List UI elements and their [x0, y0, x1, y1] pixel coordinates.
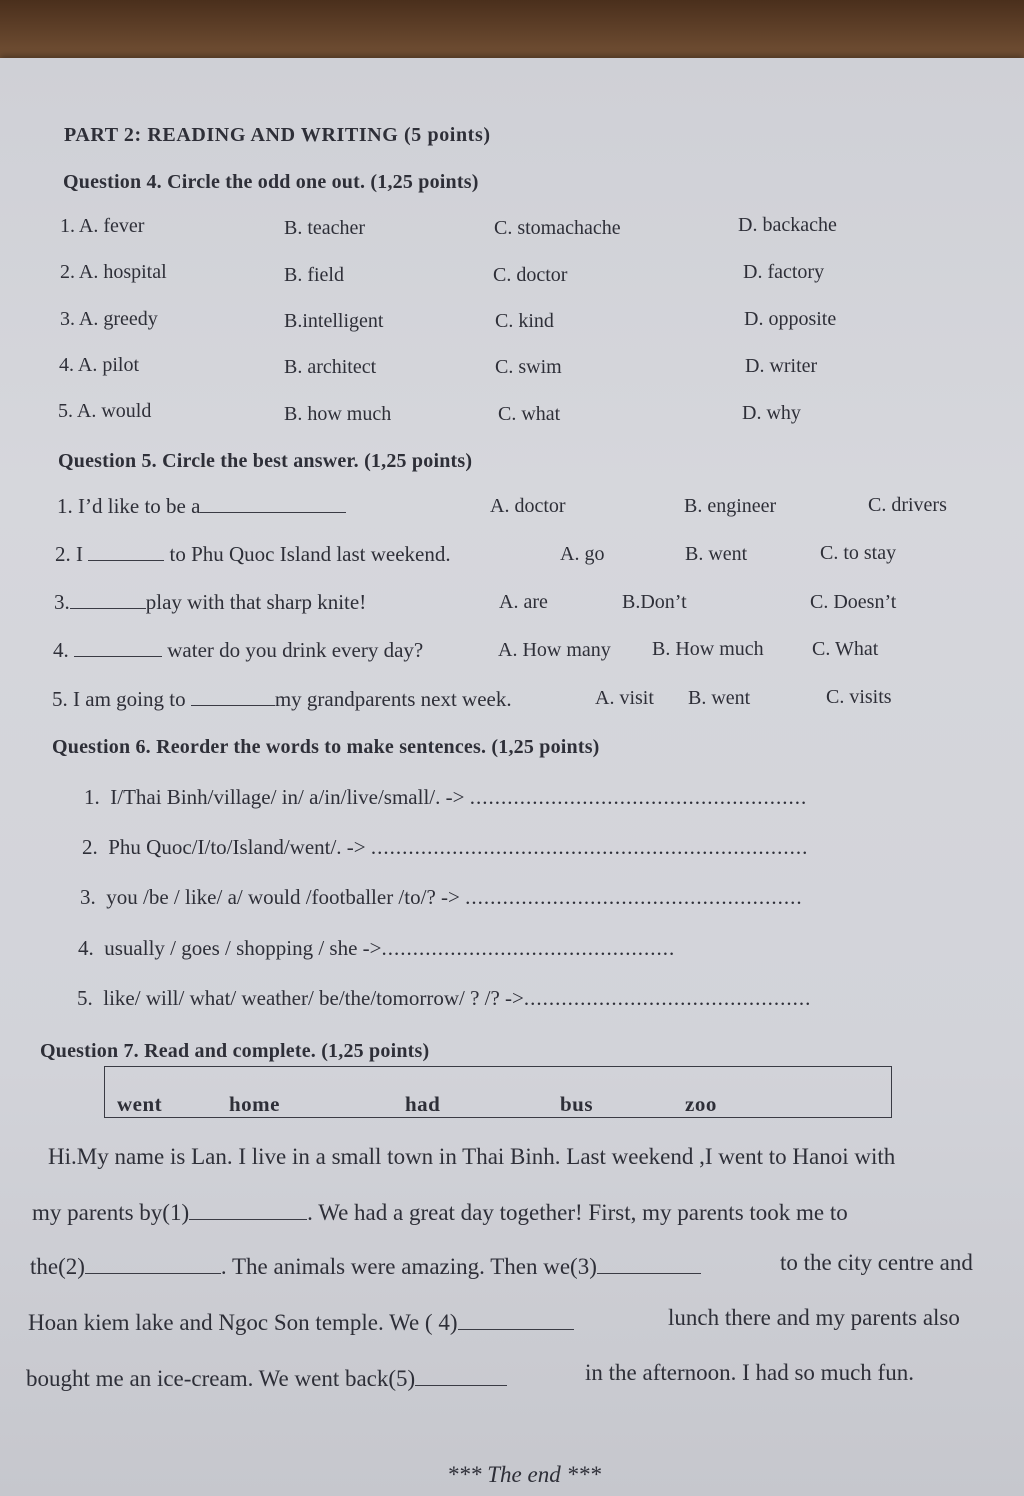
q4-row4-option-b: B. architect [284, 356, 377, 378]
q4-row3-option-c: C. kind [495, 310, 554, 332]
part-title: PART 2: READING AND WRITING (5 points) [64, 124, 491, 146]
q6-item4-answer-line[interactable]: ............................................... [381, 936, 676, 960]
q6-item5-words: like/ will/ what/ weather/ be/the/tomorrow/ ? /? -> [103, 986, 524, 1010]
q5-item3-option-a: A. are [499, 591, 548, 613]
word-bank-box [104, 1066, 892, 1118]
passage-line-2 [32, 1200, 848, 1226]
question-7-title: Question 7. Read and complete. (1,25 points) [40, 1040, 430, 1062]
passage-line-5-tail: in the afternoon. I had so much fun. [585, 1360, 914, 1385]
q6-item5-number: 5. [77, 986, 93, 1010]
q5-item3-prefix: 3. [54, 590, 70, 614]
passage-line-3 [30, 1254, 701, 1280]
passage-line-3-start: the(2) [30, 1254, 85, 1279]
q4-row1-option-a: 1. A. fever [60, 215, 145, 237]
q5-item2-option-c: C. to stay [820, 542, 897, 564]
word-bank-had: had [405, 1092, 441, 1116]
q5-item1-option-c: C. drivers [868, 494, 947, 516]
q4-row2-option-c: C. doctor [493, 264, 568, 286]
q6-item3-answer-line[interactable]: ...................................................... [465, 885, 803, 909]
passage-line-4-tail: lunch there and my parents also [668, 1305, 960, 1330]
passage-line-1: Hi.My name is Lan. I live in a small town in Thai Binh. Last weekend ,I went to Hanoi with [48, 1144, 896, 1169]
q5-item5-prefix: 5. I am going to [52, 687, 186, 711]
q5-item4-stem [53, 638, 423, 663]
passage-blank-1[interactable] [189, 1219, 307, 1220]
the-end-text: *** The end *** [447, 1462, 601, 1487]
q4-row2-option-a: 2. A. hospital [60, 261, 167, 283]
q5-item1-prefix: 1. I’d like to be a [57, 494, 201, 518]
q5-item4-blank[interactable] [74, 656, 162, 657]
question-6-title: Question 6. Reorder the words to make sentences. (1,25 points) [52, 736, 600, 758]
passage-line-2-start: my parents by(1) [32, 1200, 190, 1225]
q5-item3-stem [54, 590, 366, 615]
q5-item5-option-a: A. visit [595, 687, 654, 709]
q4-row5-option-a: 5. A. would [58, 400, 152, 422]
q6-item2-words: Phu Quoc/I/to/Island/went/. -> [108, 835, 366, 859]
q5-item1-blank[interactable] [200, 512, 346, 513]
q5-item5-stem [52, 687, 512, 712]
q6-item4-words: usually / goes / shopping / she -> [104, 936, 382, 960]
q4-row1-option-d: D. backache [738, 214, 837, 236]
q5-item1-option-a: A. doctor [490, 495, 566, 517]
passage-blank-3[interactable] [597, 1273, 701, 1274]
passage-blank-2[interactable] [85, 1273, 221, 1274]
q5-item3-suffix: play with that sharp knite! [145, 590, 367, 614]
q5-item5-blank[interactable] [191, 705, 275, 706]
q5-item2-suffix: to Phu Quoc Island last weekend. [169, 542, 451, 566]
q5-item5-option-b: B. went [688, 687, 751, 709]
q5-item4-option-b: B. How much [652, 638, 764, 660]
passage-line-4-start: Hoan kiem lake and Ngoc Son temple. We ( 4) [28, 1310, 458, 1335]
q6-item2-number: 2. [82, 835, 98, 859]
q5-item2-stem [55, 542, 451, 567]
q5-item1-stem [57, 494, 346, 519]
passage-line-5-start: bought me an ice-cream. We went back(5) [26, 1366, 416, 1391]
word-bank-bus: bus [560, 1092, 594, 1116]
q6-item1-words: I/Thai Binh/village/ in/ a/in/live/small/. -> [110, 785, 465, 809]
q5-item5-suffix: my grandparents next week. [274, 687, 512, 711]
q4-row4-option-c: C. swim [495, 356, 562, 378]
q5-item4-option-a: A. How many [498, 639, 611, 661]
q6-item2 [82, 835, 808, 860]
q6-item3-words: you /be / like/ a/ would /footballer /to/? -> [106, 885, 460, 909]
q4-row2-option-d: D. factory [743, 261, 825, 283]
q6-item4 [78, 936, 675, 961]
q6-item2-answer-line[interactable]: ...................................................................... [370, 835, 809, 859]
q5-item3-blank[interactable] [70, 608, 146, 609]
word-bank-zoo: zoo [685, 1092, 717, 1116]
q4-row1-option-b: B. teacher [284, 217, 366, 239]
q5-item3-option-b: B.Don’t [622, 591, 687, 613]
q4-row1-option-c: C. stomachache [494, 217, 621, 239]
passage-line-3-tail: to the city centre and [780, 1250, 973, 1275]
q6-item3 [80, 885, 803, 910]
q5-item2-option-a: A. go [560, 543, 605, 565]
q4-row3-option-b: B.intelligent [284, 310, 384, 332]
passage-line-4 [28, 1310, 574, 1336]
passage-line-2-end: . We had a great day together! First, my parents took me to [307, 1200, 848, 1225]
q5-item4-suffix: water do you drink every day? [167, 638, 424, 662]
q4-row5-option-c: C. what [498, 403, 561, 425]
q5-item3-option-c: C. Doesn’t [810, 591, 897, 613]
passage-blank-4[interactable] [458, 1329, 574, 1330]
q4-row4-option-d: D. writer [745, 355, 818, 377]
q6-item1-answer-line[interactable]: ...................................................... [469, 785, 808, 809]
q5-item4-option-c: C. What [812, 638, 879, 660]
q4-row4-option-a: 4. A. pilot [59, 354, 140, 376]
q6-item1 [84, 785, 807, 810]
passage-blank-5[interactable] [415, 1385, 507, 1386]
q6-item1-number: 1. [84, 785, 100, 809]
question-4-title: Question 4. Circle the odd one out. (1,25 points) [63, 171, 479, 193]
q4-row3-option-a: 3. A. greedy [60, 308, 158, 330]
q6-item3-number: 3. [80, 885, 96, 909]
q5-item2-blank[interactable] [88, 560, 164, 561]
q5-item2-prefix: 2. I [55, 542, 83, 566]
q5-item2-option-b: B. went [685, 543, 748, 565]
q4-row3-option-d: D. opposite [744, 308, 837, 330]
q6-item4-number: 4. [78, 936, 94, 960]
q4-row2-option-b: B. field [284, 264, 344, 286]
q6-item5 [77, 986, 811, 1011]
passage-line-3-middle: . The animals were amazing. Then we(3) [220, 1254, 597, 1279]
q5-item5-option-c: C. visits [826, 686, 892, 708]
question-5-title: Question 5. Circle the best answer. (1,25 points) [58, 450, 473, 472]
q4-row5-option-d: D. why [742, 402, 801, 424]
word-bank-home: home [229, 1092, 280, 1116]
q5-item1-option-b: B. engineer [684, 495, 777, 517]
word-bank-went: went [117, 1092, 163, 1116]
q6-item5-answer-line[interactable]: .............................................. [523, 986, 812, 1010]
q4-row5-option-b: B. how much [284, 403, 392, 425]
passage-line-5 [26, 1366, 507, 1392]
q5-item4-prefix: 4. [53, 638, 69, 662]
